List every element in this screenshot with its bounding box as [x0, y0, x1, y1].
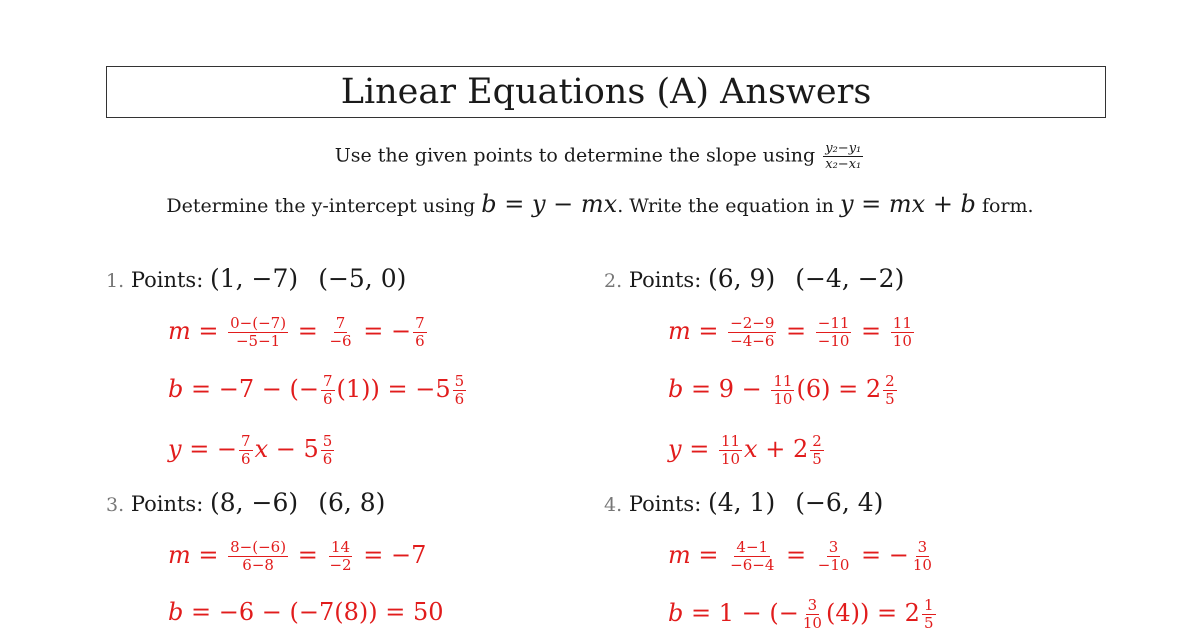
problem-1-intercept: b = −7 − (− $\frac{7}{6}$ (1)) = −5 $\frac{5}{6}$ — [168, 372, 465, 408]
instruction-text-2-pre: Determine the y-intercept using — [166, 195, 476, 217]
instruction-line-2 — [0, 190, 1200, 218]
problem-2-equation: y = $\frac{11}{10}$ x + 2 $\frac{2}{5}$ — [668, 432, 822, 468]
slope-intercept-form: y = mx + b — [839, 190, 976, 218]
problem-1-equation: y = − $\frac{7}{6}$ x − 5 $\frac{5}{6}$ — [168, 432, 333, 468]
slope-formula-num: y₂−y₁ — [825, 141, 862, 156]
point-1: (8, −6) — [209, 488, 299, 517]
instruction-line-1 — [0, 142, 1200, 171]
problem-1-header — [106, 264, 406, 293]
problem-3-intercept: b = −6 − (−7(8)) = 50 — [168, 598, 444, 626]
intercept-formula: b = y − mx — [481, 190, 618, 218]
intercept-result-fraction: $\frac{5}{6}$ — [454, 372, 465, 408]
point-1: (1, −7) — [209, 264, 299, 293]
problem-2-slope: m = $\frac{-2-9}{-4-6}$ = $\frac{-11}{-10}$ = $\frac{11}{10}$ — [668, 314, 912, 350]
instruction-text-1: Use the given points to determine the slope using — [334, 144, 816, 167]
points-label: Points: — [130, 492, 204, 516]
problem-3-header — [106, 488, 385, 517]
slope-step-2: $\frac{7}{-6}$ — [329, 314, 352, 350]
points-label: Points: — [130, 268, 204, 292]
problem-number: 3. — [106, 494, 125, 516]
points-label: Points: — [628, 268, 702, 292]
point-2: (−6, 4) — [795, 488, 884, 517]
slope-formula — [823, 142, 863, 171]
point-2: (−4, −2) — [795, 264, 905, 293]
problem-1-slope: m = $\frac{0-(-7)}{-5-1}$ = $\frac{7}{-6}$ = − $\frac{7}{6}$ — [168, 314, 425, 350]
title-box — [106, 66, 1106, 118]
slope-formula-den: x₂−x₁ — [825, 157, 862, 172]
problem-number: 1. — [106, 270, 125, 292]
problem-4-intercept: b = 1 − (− $\frac{3}{10}$ (4)) = 2 $\frac{1}{5}$ — [668, 596, 934, 632]
instruction-text-2-post: form. — [981, 195, 1034, 217]
slope-result: $\frac{11}{10}$ — [892, 314, 912, 350]
instruction-text-2-mid: . Write the equation in — [617, 195, 834, 217]
slope-step-1: $\frac{0-(-7)}{-5-1}$ — [230, 314, 287, 350]
slope-result: $\frac{3}{10}$ — [912, 538, 932, 574]
slope-result: $\frac{7}{6}$ — [415, 314, 425, 350]
point-1: (4, 1) — [707, 488, 776, 517]
slope-result: −7 — [390, 541, 427, 569]
point-2: (6, 8) — [318, 488, 386, 517]
problem-number: 2. — [604, 270, 623, 292]
points-label: Points: — [628, 492, 702, 516]
problem-4-slope: m = $\frac{4-1}{-6-4}$ = $\frac{3}{-10}$ = − $\frac{3}{10}$ — [668, 538, 932, 574]
point-1: (6, 9) — [707, 264, 776, 293]
point-2: (−5, 0) — [318, 264, 407, 293]
problem-number: 4. — [604, 494, 623, 516]
problem-4-header — [604, 488, 883, 517]
problem-2-header — [604, 264, 904, 293]
page-title: Linear Equations (A) Answers — [340, 72, 872, 112]
problem-2-intercept: b = 9 − $\frac{11}{10}$ (6) = 2 $\frac{2}{5}$ — [668, 372, 895, 408]
problem-3-slope: m = $\frac{8-(-6)}{6-8}$ = $\frac{14}{-2}$ = −7 — [168, 538, 427, 574]
